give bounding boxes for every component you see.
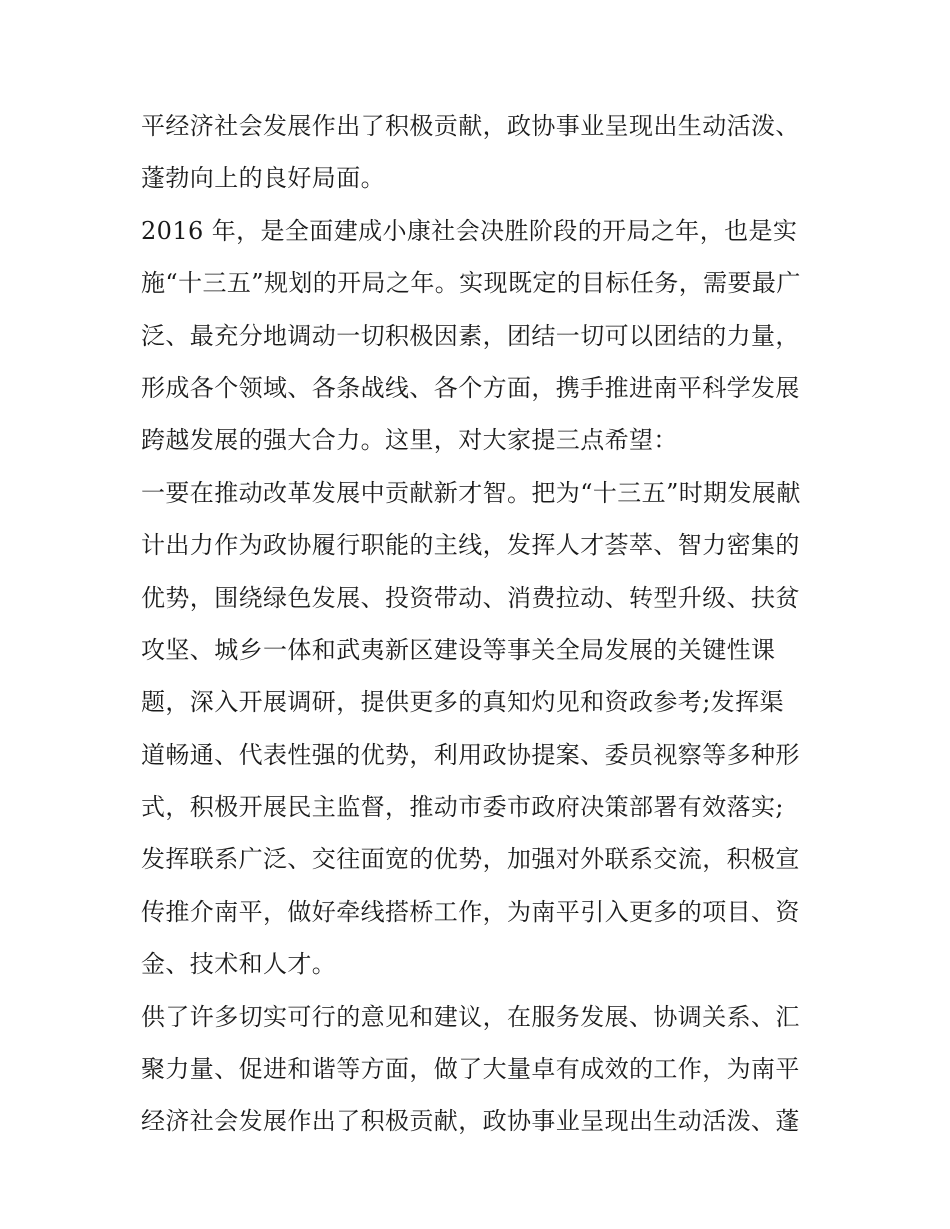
text-line: 2016 年，是全面建成小康社会决胜阶段的开局之年，也是实 xyxy=(141,216,798,245)
text-line: 计出力作为政协履行职能的主线，发挥人才荟萃、智力密集的 xyxy=(141,531,800,560)
text-line: 形成各个领域、各条战线、各个方面，携手推进南平科学发展 xyxy=(141,373,800,402)
text-line: 优势，围绕绿色发展、投资带动、消费拉动、转型升级、扶贫 xyxy=(141,583,800,612)
text-line: 式，积极开展民主监督，推动市委市政府决策部署有效落实; xyxy=(141,793,784,822)
text-line: 施“十三五”规划的开局之年。实现既定的目标任务，需要最广 xyxy=(141,269,801,298)
text-line: 经济社会发展作出了积极贡献，政协事业呈现出生动活泼、蓬 xyxy=(141,1107,800,1136)
text-line: 跨越发展的强大合力。这里，对大家提三点希望： xyxy=(141,426,678,455)
text-line: 供了许多切实可行的意见和建议，在服务发展、协调关系、汇 xyxy=(141,1002,800,1031)
text-line: 泛、最充分地调动一切积极因素，团结一切可以团结的力量， xyxy=(141,321,800,350)
document-body xyxy=(141,100,831,1148)
text-line: 聚力量、促进和谐等方面，做了大量卓有成效的工作，为南平 xyxy=(141,1055,800,1084)
text-line: 题，深入开展调研，提供更多的真知灼见和资政参考;发挥渠 xyxy=(141,688,784,717)
text-line: 攻坚、城乡一体和武夷新区建设等事关全局发展的关键性课 xyxy=(141,635,776,664)
text-line: 金、技术和人才。 xyxy=(141,950,337,979)
text-line: 平经济社会发展作出了积极贡献，政协事业呈现出生动活泼、 xyxy=(141,112,800,140)
text-line: 发挥联系广泛、交往面宽的优势，加强对外联系交流，积极宣 xyxy=(141,845,800,874)
text-line: 一要在推动改革发展中贡献新才智。把为“十三五”时期发展献 xyxy=(141,478,801,507)
text-line: 蓬勃向上的良好局面。 xyxy=(141,164,385,193)
text-line: 传推介南平，做好牵线搭桥工作，为南平引入更多的项目、资 xyxy=(141,897,800,926)
text-line: 道畅通、代表性强的优势，利用政协提案、委员视察等多种形 xyxy=(141,740,800,769)
